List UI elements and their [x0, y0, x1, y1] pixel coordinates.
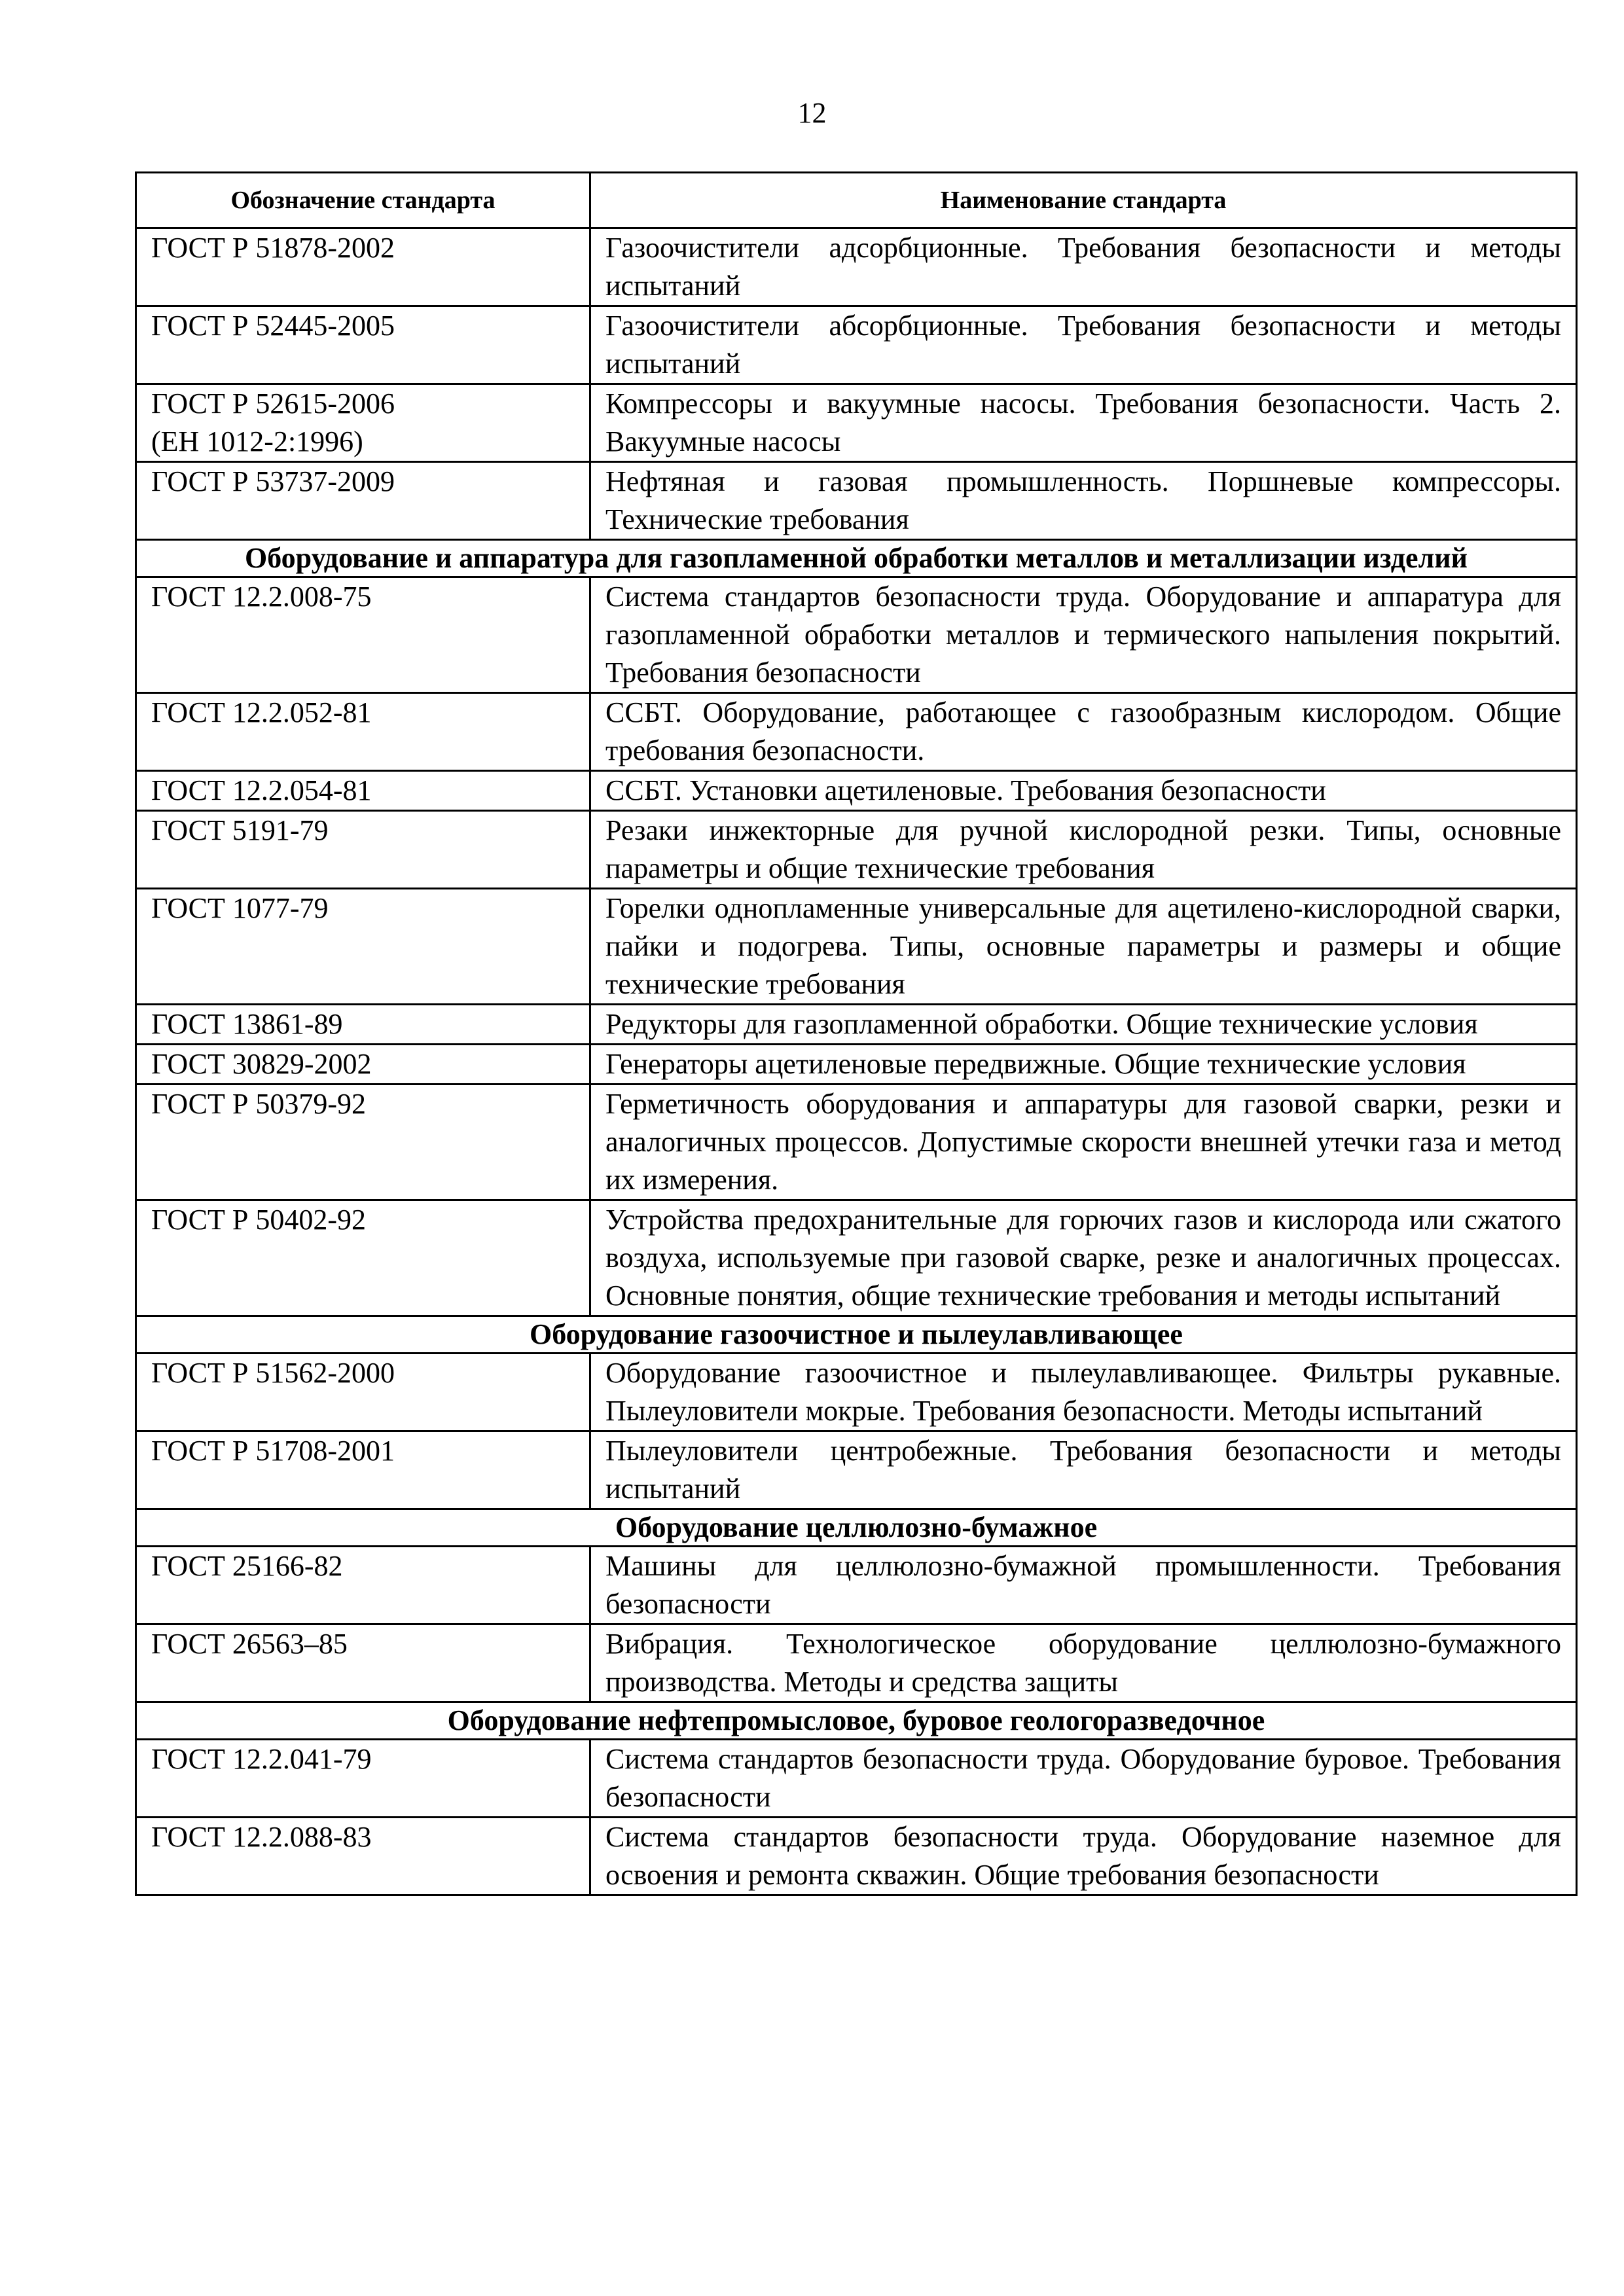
standard-code: ГОСТ Р 50402-92: [151, 1204, 367, 1236]
table-row: [136, 771, 1577, 811]
table-row: [136, 384, 1577, 462]
standard-code-cell: [136, 306, 590, 384]
standard-name: Генераторы ацетиленовые передвижные. Общие технические условия: [590, 1045, 1577, 1085]
standard-code: ГОСТ 12.2.041-79: [151, 1743, 372, 1775]
standard-code: ГОСТ Р 53737-2009: [151, 465, 395, 497]
standard-code-cell: [136, 1624, 590, 1702]
standard-code: ГОСТ 1077-79: [151, 892, 329, 924]
standard-code: ГОСТ 30829-2002: [151, 1048, 372, 1080]
standard-name: Резаки инжекторные для ручной кислородной резки. Типы, основные параметры и общие технические требования: [590, 811, 1577, 889]
standard-code: ГОСТ 12.2.008-75: [151, 581, 372, 613]
table-row: [136, 228, 1577, 306]
standard-code: ГОСТ 25166-82: [151, 1550, 343, 1582]
standard-name: Герметичность оборудования и аппаратуры для газовой сварки, резки и аналогичных процессов. Допустимые скорости внешней утечки газа и метод их измерения.: [590, 1085, 1577, 1200]
section-title: Оборудование газоочистное и пылеулавливающее: [136, 1316, 1577, 1354]
standards-table: [135, 171, 1578, 1896]
standard-code-cell: [136, 1354, 590, 1431]
standard-code-cell: [136, 1740, 590, 1818]
table-row: [136, 1045, 1577, 1085]
section-title: Оборудование нефтепромысловое, буровое геологоразведочное: [136, 1702, 1577, 1740]
standard-code: ГОСТ 12.2.088-83: [151, 1821, 372, 1853]
section-header-row: [136, 540, 1577, 577]
section-header-row: [136, 1702, 1577, 1740]
standard-code-cell: [136, 228, 590, 306]
standard-name: Система стандартов безопасности труда. Оборудование и аппаратура для газопламенной обработки металлов и термического напыления покрытий. Требования безопасности: [590, 577, 1577, 693]
table-row: [136, 1818, 1577, 1895]
table-body: [136, 228, 1577, 1895]
standard-name: Машины для целлюлозно-бумажной промышленности. Требования безопасности: [590, 1547, 1577, 1624]
section-title: Оборудование и аппаратура для газопламенной обработки металлов и металлизации изделий: [136, 540, 1577, 577]
standard-name: Система стандартов безопасности труда. Оборудование буровое. Требования безопасности: [590, 1740, 1577, 1818]
standard-code-cell: [136, 889, 590, 1005]
standard-name: Редукторы для газопламенной обработки. Общие технические условия: [590, 1005, 1577, 1045]
table-row: [136, 1431, 1577, 1509]
standard-code: ГОСТ 12.2.052-81: [151, 696, 372, 728]
standard-code-cell: [136, 1085, 590, 1200]
standard-code: ГОСТ Р 50379-92: [151, 1088, 367, 1120]
standard-name: Горелки однопламенные универсальные для ацетилено-кислородной сварки, пайки и подогрева. Типы, основные параметры и размеры и общие технические требования: [590, 889, 1577, 1005]
standard-name: Нефтяная и газовая промышленность. Поршневые компрессоры. Технические требования: [590, 462, 1577, 540]
standard-code-equivalent: (ЕН 1012-2:1996): [151, 425, 363, 457]
standard-code: ГОСТ Р 51562-2000: [151, 1357, 395, 1389]
standard-name: Оборудование газоочистное и пылеулавливающее. Фильтры рукавные. Пылеуловители мокрые. Требования безопасности. Методы испытаний: [590, 1354, 1577, 1431]
standard-name: Устройства предохранительные для горючих газов и кислорода или сжатого воздуха, используемые при газовой сварке, резке и аналогичных процессах. Основные понятия, общие технические требования и методы испытаний: [590, 1200, 1577, 1316]
table-row: [136, 1354, 1577, 1431]
standard-name: Пылеуловители центробежные. Требования безопасности и методы испытаний: [590, 1431, 1577, 1509]
standard-code: ГОСТ 5191-79: [151, 814, 329, 846]
standard-code: ГОСТ Р 52615-2006: [151, 387, 395, 420]
standard-code-cell: [136, 1005, 590, 1045]
standard-code-cell: [136, 1200, 590, 1316]
table-row: [136, 889, 1577, 1005]
table-row: [136, 1005, 1577, 1045]
table-row: [136, 1085, 1577, 1200]
standard-name: Система стандартов безопасности труда. Оборудование наземное для освоения и ремонта скважин. Общие требования безопасности: [590, 1818, 1577, 1895]
column-header-code: Обозначение стандарта: [136, 173, 590, 228]
table-header-row: [136, 173, 1577, 228]
standard-code-cell: [136, 462, 590, 540]
page-number: 12: [797, 97, 827, 129]
table-row: [136, 1547, 1577, 1624]
section-header-row: [136, 1316, 1577, 1354]
standard-code-cell: [136, 693, 590, 771]
standard-name: Газоочистители абсорбционные. Требования безопасности и методы испытаний: [590, 306, 1577, 384]
standard-code-cell: [136, 384, 590, 462]
standard-name: Компрессоры и вакуумные насосы. Требования безопасности. Часть 2. Вакуумные насосы: [590, 384, 1577, 462]
standard-code-cell: [136, 577, 590, 693]
standard-code: ГОСТ 13861-89: [151, 1008, 343, 1040]
table-row: [136, 1624, 1577, 1702]
section-title: Оборудование целлюлозно-бумажное: [136, 1509, 1577, 1547]
standard-name: Вибрация. Технологическое оборудование целлюлозно-бумажного производства. Методы и средства защиты: [590, 1624, 1577, 1702]
standard-code-cell: [136, 1045, 590, 1085]
section-header-row: [136, 1509, 1577, 1547]
table-row: [136, 811, 1577, 889]
standard-name: ССБТ. Установки ацетиленовые. Требования безопасности: [590, 771, 1577, 811]
standard-name: Газоочистители адсорбционные. Требования безопасности и методы испытаний: [590, 228, 1577, 306]
standard-code-cell: [136, 1431, 590, 1509]
standard-code-cell: [136, 771, 590, 811]
column-header-name: Наименование стандарта: [590, 173, 1577, 228]
standard-code: ГОСТ Р 51708-2001: [151, 1435, 395, 1467]
table-row: [136, 577, 1577, 693]
standard-code-cell: [136, 811, 590, 889]
standard-code-cell: [136, 1818, 590, 1895]
table-row: [136, 693, 1577, 771]
table-row: [136, 1200, 1577, 1316]
standard-name: ССБТ. Оборудование, работающее с газообразным кислородом. Общие требования безопасности.: [590, 693, 1577, 771]
table-row: [136, 1740, 1577, 1818]
table-row: [136, 462, 1577, 540]
standard-code: ГОСТ 26563–85: [151, 1628, 348, 1660]
table-row: [136, 306, 1577, 384]
standard-code: ГОСТ Р 51878-2002: [151, 232, 395, 264]
standard-code: ГОСТ 12.2.054-81: [151, 774, 372, 806]
standard-code-cell: [136, 1547, 590, 1624]
standard-code: ГОСТ Р 52445-2005: [151, 310, 395, 342]
